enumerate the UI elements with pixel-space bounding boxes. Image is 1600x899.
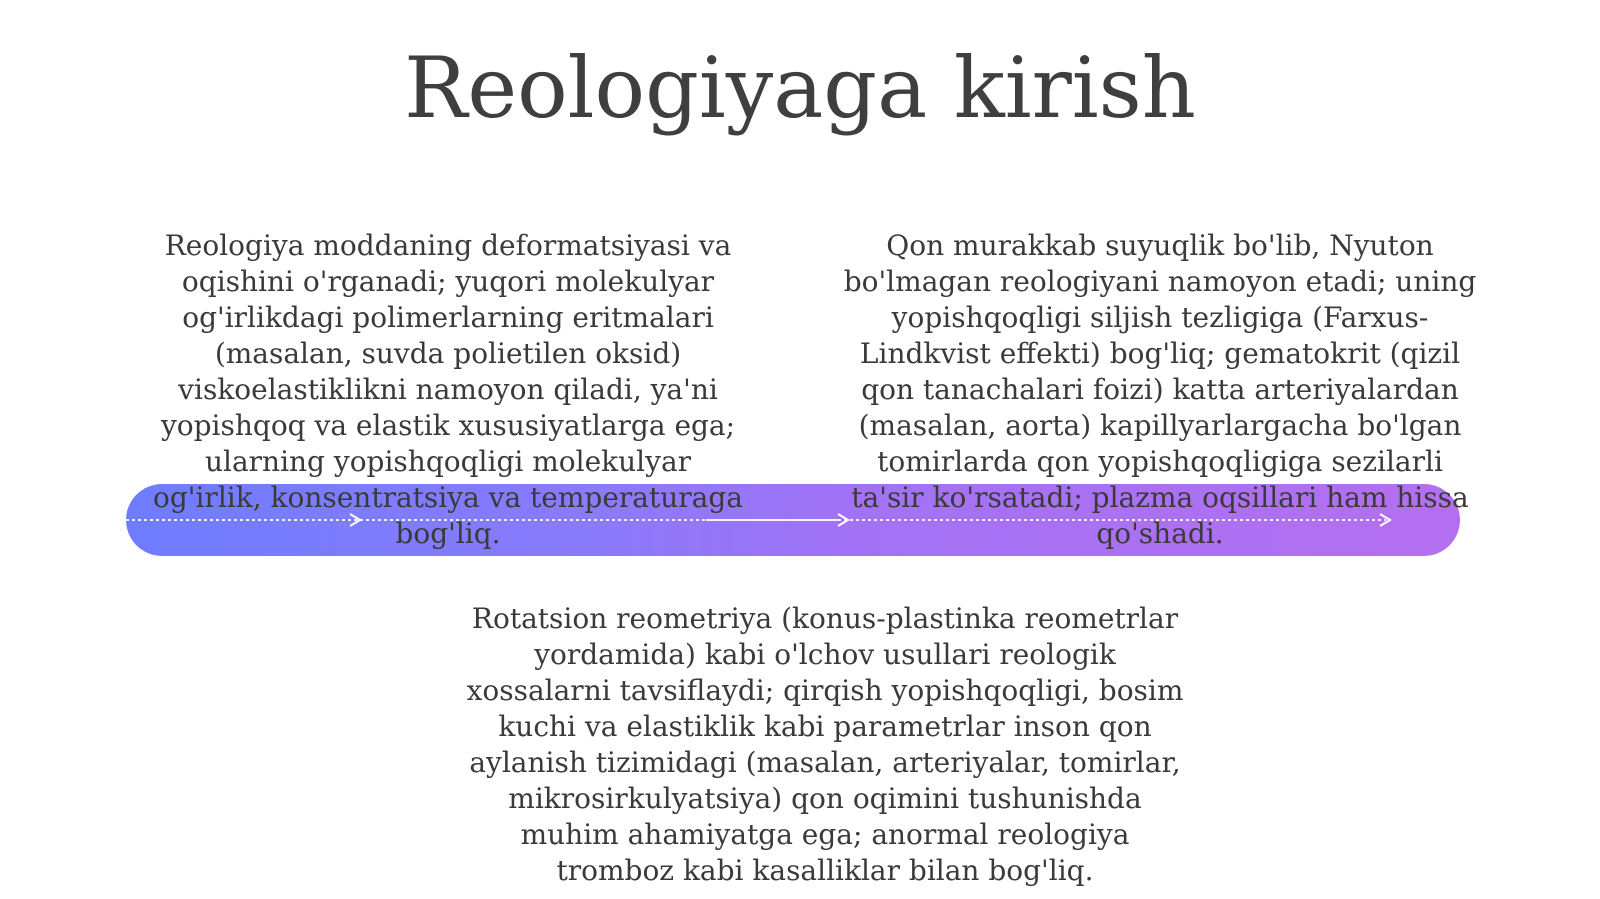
slide-title: Reologiyaga kirish (404, 39, 1196, 137)
paragraph-measurement-methods: Rotatsion reometriya (konus-plastinka reometrlar yordamida) kabi o'lchov usullari reologik xossalarni tavsiflaydi; qirqish yopishqoqligi, bosim kuchi va elastiklik kabi parametrlar inson qon aylanish tizimidagi (masalan, arteriyalar, tomirlar, mikrosirkulyatsiya) qon oqimini tushunishda muhim ahamiyatga ega; anormal reologiya tromboz kabi kasalliklar bilan bog'liq. (466, 602, 1184, 887)
paragraph-blood-rheology: Qon murakkab suyuqlik bo'lib, Nyuton bo'lmagan reologiyani namoyon etadi; uning yopishqoqligi siljish tezligiga (Farxus-Lindkvist effekti) bog'liq; gematokrit (qizil qon tanachalari foizi) katta arteriyalardan (masalan, aorta) kapillyarlargacha bo'lgan tomirlarda qon yopishqoqligiga sezilarli ta'sir ko'rsatadi; plazma oqsillari ham hissa qo'shadi. (843, 229, 1477, 550)
paragraph-rheology-definition: Reologiya moddaning deformatsiyasi va oqishini o'rganadi; yuqori molekulyar og'irlikdagi polimerlarning eritmalari (masalan, suvda polietilen oksid) viskoelastiklikni namoyon qiladi, ya'ni yopishqoq va elastik xususiyatlarga ega; ularning yopishqoqligi molekulyar og'irlik, konsentratsiya va temperaturaga bog'liq. (153, 229, 743, 550)
